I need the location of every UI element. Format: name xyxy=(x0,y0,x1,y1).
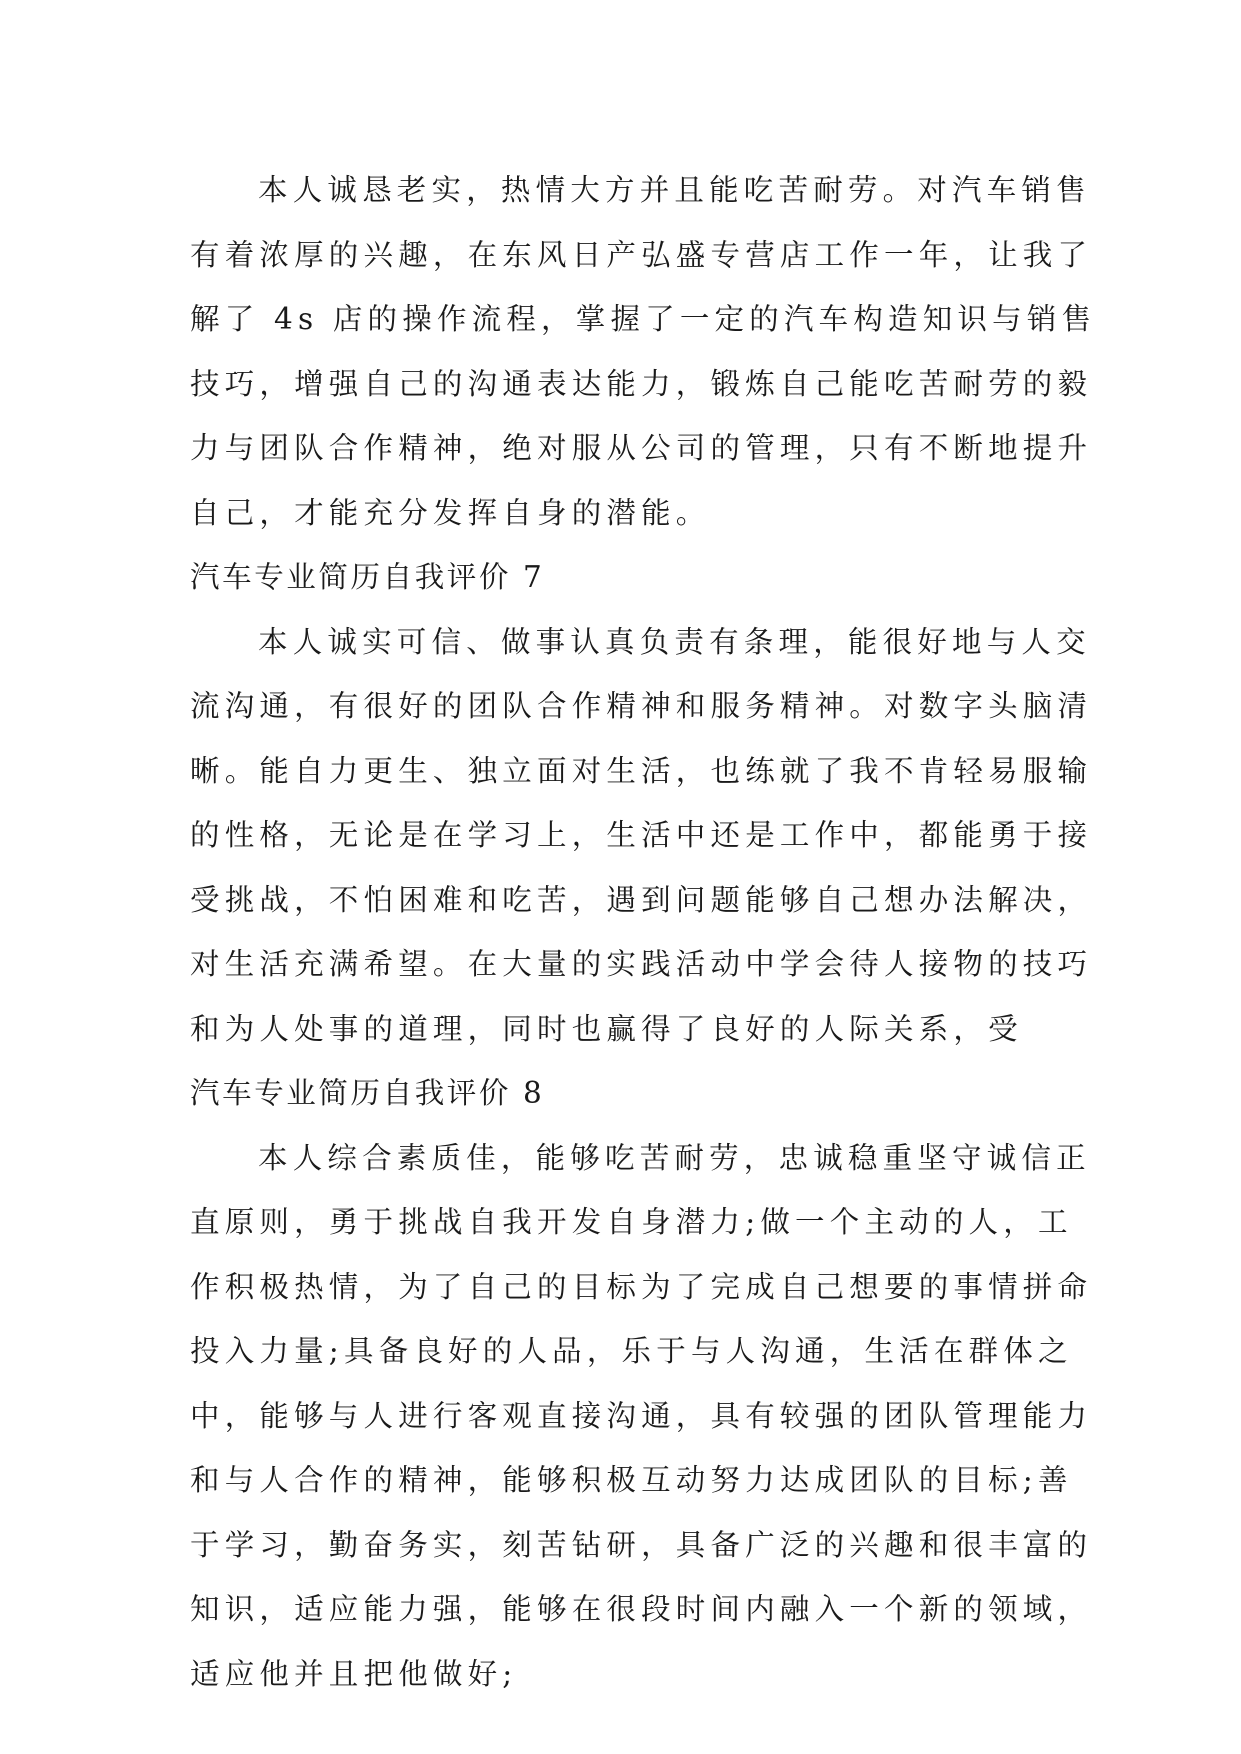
section-6-body xyxy=(190,158,1097,545)
section-8-heading: 汽车专业简历自我评价 8 xyxy=(190,1076,545,1110)
paragraph-line: 直原则，勇于挑战自我开发自身潜力;做一个主动的人，工 xyxy=(190,1205,1073,1239)
paragraph-line: 技巧，增强自己的沟通表达能力，锻炼自己能吃苦耐劳的毅 xyxy=(190,366,1093,401)
paragraph-line: 晰。能自力更生、独立面对生活，也练就了我不肯轻易服输 xyxy=(190,753,1093,788)
paragraph-line: 投入力量;具备良好的人品，乐于与人沟通，生活在群体之 xyxy=(190,1334,1073,1368)
section-8-body xyxy=(190,1126,1093,1707)
paragraph-line: 作积极热情，为了自己的目标为了完成自己想要的事情拼命 xyxy=(190,1269,1093,1304)
section-7-heading: 汽车专业简历自我评价 7 xyxy=(190,560,545,594)
paragraph-line: 的性格，无论是在学习上，生活中还是工作中，都能勇于接 xyxy=(190,818,1093,852)
document-page xyxy=(190,158,1097,1706)
paragraph-line: 有着浓厚的兴趣，在东风日产弘盛专营店工作一年，让我了 xyxy=(190,237,1093,272)
paragraph-line: 本人诚恳老实，热情大方并且能吃苦耐劳。对汽车销售 xyxy=(258,173,1091,207)
paragraph-line: 知识，适应能力强，能够在很段时间内融入一个新的领域， xyxy=(190,1592,1093,1626)
paragraph-line: 流沟通，有很好的团队合作精神和服务精神。对数字头脑清 xyxy=(190,689,1093,723)
paragraph-line: 受挑战，不怕困难和吃苦，遇到问题能够自己想办法解决， xyxy=(190,882,1093,917)
paragraph-line: 中，能够与人进行客观直接沟通，具有较强的团队管理能力 xyxy=(190,1398,1093,1433)
paragraph-line: 解了 4s 店的操作流程，掌握了一定的汽车构造知识与销售 xyxy=(190,302,1097,336)
paragraph-line: 和为人处事的道理，同时也赢得了良好的人际关系，受 xyxy=(190,1011,1023,1046)
paragraph-line: 于学习，勤奋务实，刻苦钻研，具备广泛的兴趣和很丰富的 xyxy=(190,1527,1093,1562)
paragraph-line: 自己，才能充分发挥自身的潜能。 xyxy=(190,495,711,530)
section-7-body xyxy=(190,610,1093,1062)
paragraph-line: 本人诚实可信、做事认真负责有条理，能很好地与人交 xyxy=(258,624,1091,659)
paragraph-line: 本人综合素质佳，能够吃苦耐劳，忠诚稳重坚守诚信正 xyxy=(258,1140,1091,1175)
paragraph-line: 适应他并且把他做好; xyxy=(190,1656,518,1691)
paragraph-line: 力与团队合作精神，绝对服从公司的管理，只有不断地提升 xyxy=(190,431,1093,465)
paragraph-line: 和与人合作的精神，能够积极互动努力达成团队的目标;善 xyxy=(190,1463,1073,1497)
paragraph-line: 对生活充满希望。在大量的实践活动中学会待人接物的技巧 xyxy=(190,947,1093,981)
